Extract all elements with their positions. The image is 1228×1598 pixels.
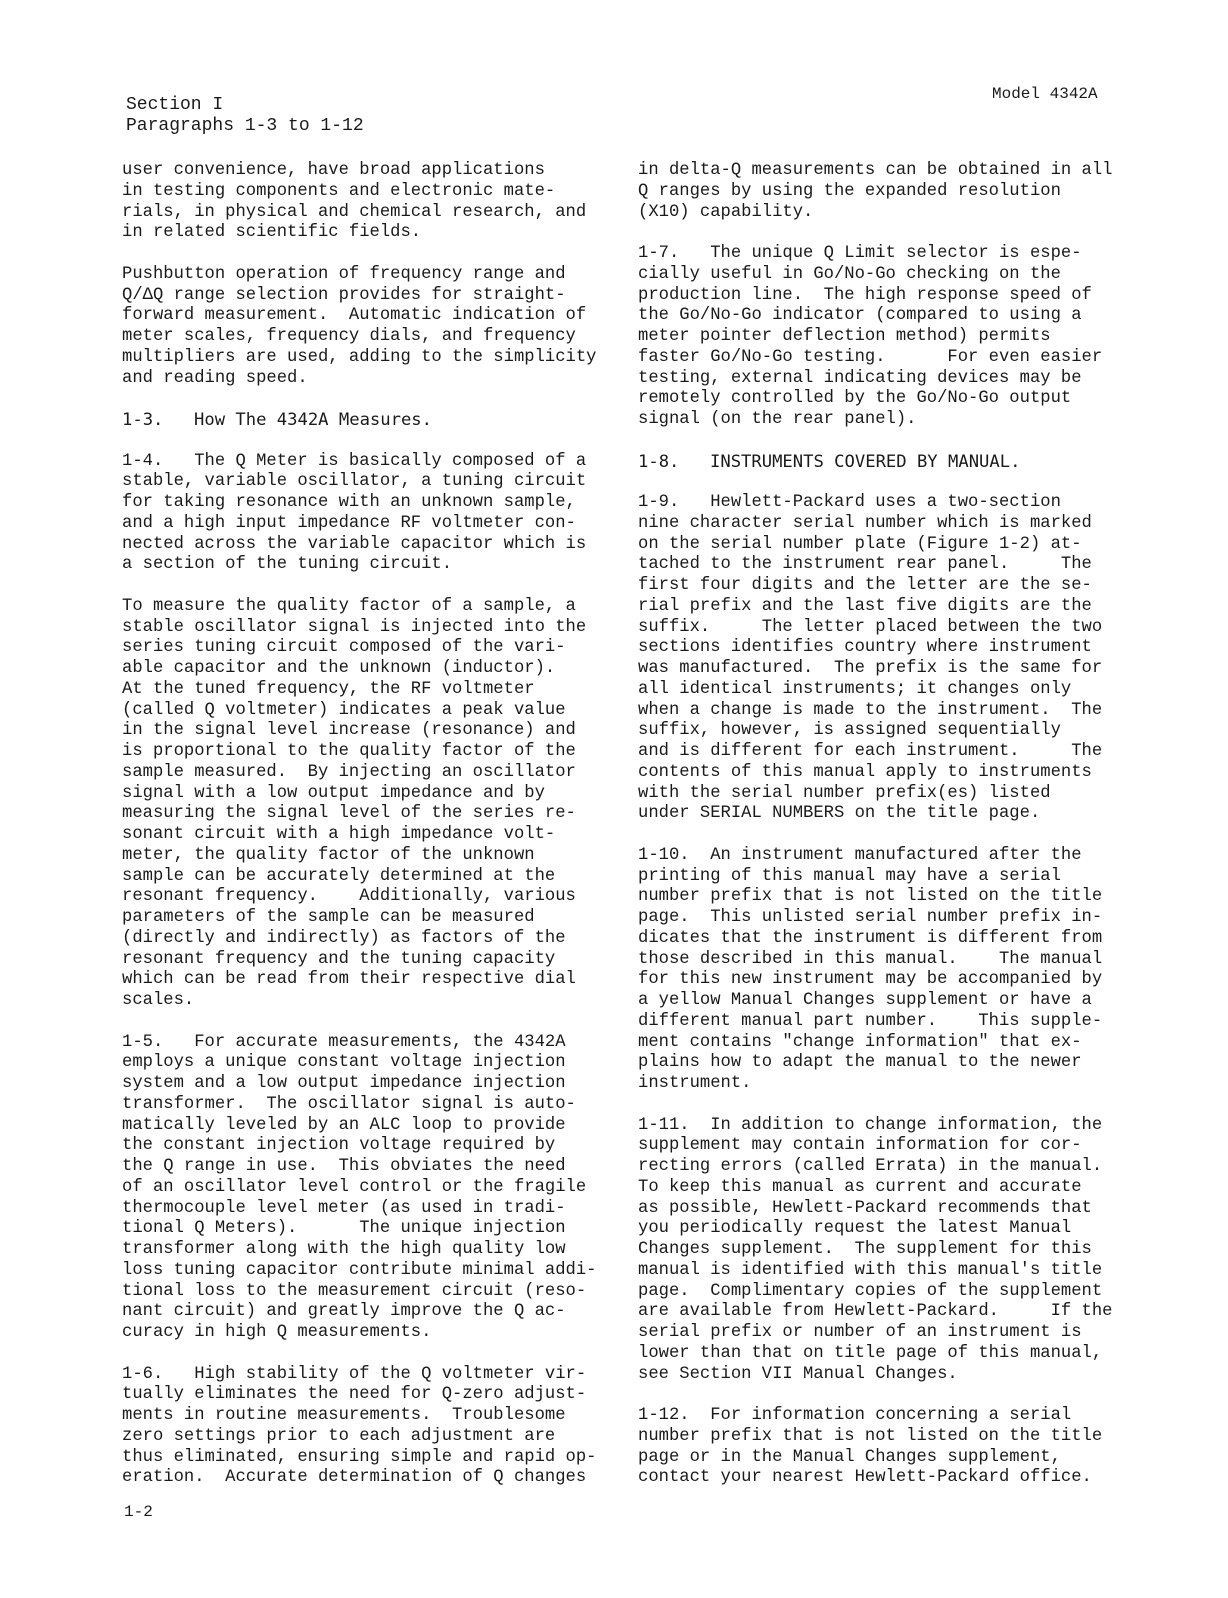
text-line: 1-10. An instrument manufactured after the: [638, 845, 1082, 865]
section-heading: [122, 410, 612, 431]
text-line: sonant circuit with a high impedance volt-: [122, 825, 556, 844]
text-line: first four digits and the letter are the se-: [638, 576, 1092, 595]
text-line: of an oscillator level control or the fragile: [122, 1177, 587, 1197]
text-line: forward measurement. Automatic indication of: [122, 306, 587, 326]
section-label: Section I: [126, 95, 224, 115]
text-line: Changes supplement. The supplement for this: [638, 1240, 1092, 1259]
text-line: (X10) capability.: [638, 202, 814, 222]
text-line: sections identifies country where instrument: [638, 638, 1092, 658]
text-line: 1-7. The unique Q Limit selector is espe-: [638, 244, 1082, 263]
heading-number: 1-3.: [122, 410, 164, 430]
text-line: and a high input impedance RF voltmeter con-: [122, 513, 576, 533]
text-line: when a change is made to the instrument. The: [638, 700, 1103, 720]
paragraphs-label: Paragraphs 1-3 to 1-12: [126, 116, 364, 136]
text-line: suffix. The letter placed between the two: [638, 617, 1103, 637]
text-line: transformer along with the high quality low: [122, 1240, 566, 1259]
text-line: loss tuning capacitor contribute minimal addi-: [122, 1260, 597, 1280]
text-line: suffix, however, is assigned sequentially: [638, 721, 1061, 741]
text-line: 1-4. The Q Meter is basically composed of a: [122, 451, 587, 471]
text-line: sample measured. By injecting an oscillator: [122, 762, 576, 782]
text-line: stable, variable oscillator, a tuning circuit: [122, 472, 587, 492]
right-column: [638, 161, 1128, 1510]
text-line: page. This unlisted serial number prefix in-: [638, 908, 1103, 927]
text-line: is proportional to the quality factor of the: [122, 742, 576, 761]
text-line: able capacitor and the unknown (inductor).: [122, 659, 556, 678]
text-line: thermocouple level meter (as used in tradi-: [122, 1198, 566, 1218]
text-line: ments in routine measurements. Troublesome: [122, 1406, 566, 1425]
text-line: in delta-Q measurements can be obtained in all: [638, 161, 1113, 180]
text-line: rial prefix and the last five digits are the: [638, 596, 1092, 616]
text-line: those described in this manual. The manual: [638, 949, 1103, 969]
text-line: cially useful in Go/No-Go checking on the: [638, 264, 1061, 284]
text-line: nected across the variable capacitor which is: [122, 534, 587, 554]
text-line: 1-6. High stability of the Q voltmeter vir-: [122, 1364, 587, 1384]
paragraph: [638, 1406, 1128, 1489]
text-line: Q ranges by using the expanded resolution: [638, 181, 1061, 201]
text-line: employs a unique constant voltage injection: [122, 1053, 566, 1073]
text-line: plains how to adapt the manual to the newer: [638, 1053, 1082, 1073]
text-line: in related scientific fields.: [122, 223, 422, 243]
text-line: with the serial number prefix(es) listed: [638, 783, 1051, 803]
text-line: 1-12. For information concerning a serial: [638, 1406, 1072, 1425]
text-line: are available from Hewlett-Packard. If the: [638, 1302, 1113, 1322]
paragraph: [122, 161, 612, 244]
text-line: 1-5. For accurate measurements, the 4342A: [122, 1032, 566, 1052]
text-line: To measure the quality factor of a sample, a: [122, 596, 576, 616]
text-line: contents of this manual apply to instruments: [638, 762, 1092, 782]
text-line: in testing components and electronic mate-: [122, 181, 556, 201]
text-line: stable oscillator signal is injected into the: [122, 617, 587, 637]
text-line: rials, in physical and chemical research, and: [122, 202, 587, 222]
text-line: as possible, Hewlett-Packard recommends that: [638, 1198, 1092, 1218]
text-line: dicates that the instrument is different from: [638, 928, 1103, 948]
text-line: transformer. The oscillator signal is auto-: [122, 1094, 576, 1114]
text-line: multipliers are used, adding to the simplicity: [122, 347, 597, 367]
text-line: meter pointer deflection method) permits: [638, 327, 1051, 346]
text-line: series tuning circuit composed of the vari-: [122, 638, 566, 658]
text-line: production line. The high response speed of: [638, 285, 1092, 305]
text-line: (called Q voltmeter) indicates a peak value: [122, 700, 566, 720]
text-line: manual is identified with this manual's title: [638, 1260, 1103, 1280]
text-line: number prefix that is not listed on the title: [638, 887, 1103, 907]
paragraph: [122, 597, 612, 1012]
text-line: in the signal level increase (resonance) and: [122, 721, 576, 741]
text-line: eration. Accurate determination of Q changes: [122, 1468, 587, 1488]
paragraph: [638, 244, 1128, 431]
text-line: the Q range in use. This obviates the need: [122, 1157, 566, 1176]
text-line: recting errors (called Errata) in the manual.: [638, 1157, 1103, 1176]
text-line: measuring the signal level of the series re-: [122, 804, 576, 824]
section-heading: [638, 452, 1128, 473]
paragraph: [122, 452, 612, 577]
text-line: scales.: [122, 991, 195, 1010]
text-line: testing, external indicating devices may be: [638, 368, 1082, 388]
text-line: under SERIAL NUMBERS on the title page.: [638, 804, 1041, 824]
paragraph: [122, 1365, 612, 1490]
text-line: page or in the Manual Changes supplement,: [638, 1447, 1061, 1467]
text-line: thus eliminated, ensuring simple and rapid op-: [122, 1447, 597, 1467]
paragraph: [638, 161, 1128, 223]
text-line: and reading speed.: [122, 368, 308, 388]
text-line: user convenience, have broad applications: [122, 161, 545, 180]
heading-title: INSTRUMENTS COVERED BY MANUAL.: [710, 451, 1021, 472]
text-line: on the serial number plate (Figure 1-2) at-: [638, 534, 1082, 554]
paragraph: [122, 265, 612, 390]
text-line: for taking resonance with an unknown sample,: [122, 493, 576, 512]
text-line: remotely controlled by the Go/No-Go output: [638, 389, 1072, 409]
text-line: which can be read from their respective dial: [122, 970, 576, 990]
text-line: all identical instruments; it changes only: [638, 679, 1072, 699]
left-column: [122, 161, 612, 1510]
text-line: and is different for each instrument. The: [638, 742, 1103, 761]
text-line: resonant frequency. Additionally, various: [122, 887, 576, 907]
heading-number: 1-8.: [638, 451, 680, 472]
text-line: the Go/No-Go indicator (compared to using a: [638, 306, 1082, 326]
text-line: a section of the tuning circuit.: [122, 555, 453, 575]
text-line: serial prefix or number of an instrument is: [638, 1323, 1082, 1342]
text-line: contact your nearest Hewlett-Packard office.: [638, 1468, 1092, 1488]
text-line: ment contains "change information" that ex-: [638, 1032, 1082, 1052]
text-line: number prefix that is not listed on the title: [638, 1426, 1103, 1446]
text-line: signal (on the rear panel).: [638, 410, 917, 429]
text-line: parameters of the sample can be measured: [122, 908, 535, 927]
text-line: 1-11. In addition to change information, the: [638, 1115, 1103, 1135]
text-line: Q/ΔQ range selection provides for straight-: [122, 285, 566, 305]
paragraph: [638, 846, 1128, 1095]
text-line: 1-9. Hewlett-Packard uses a two-section: [638, 493, 1061, 512]
text-line: Pushbutton operation of frequency range and: [122, 264, 566, 284]
paragraph: [638, 493, 1128, 825]
text-line: matically leveled by an ALC loop to provide: [122, 1115, 566, 1135]
text-line: tional Q Meters). The unique injection: [122, 1219, 566, 1239]
text-line: printing of this manual may have a serial: [638, 866, 1061, 886]
text-line: tually eliminates the need for Q-zero adjust-: [122, 1385, 587, 1405]
heading-title: How The 4342A Measures.: [194, 410, 432, 430]
paragraph: [122, 1033, 612, 1344]
text-line: sample can be accurately determined at the: [122, 866, 556, 886]
text-line: for this new instrument may be accompanied by: [638, 970, 1103, 990]
text-line: supplement may contain information for cor-: [638, 1136, 1082, 1156]
text-line: a yellow Manual Changes supplement or have a: [638, 991, 1092, 1010]
text-line: lower than that on title page of this manual,: [638, 1343, 1103, 1363]
text-line: you periodically request the latest Manual: [638, 1219, 1072, 1239]
text-line: signal with a low output impedance and by: [122, 783, 545, 803]
text-line: (directly and indirectly) as factors of the: [122, 928, 566, 948]
text-line: curacy in high Q measurements.: [122, 1323, 432, 1342]
text-line: resonant frequency and the tuning capacity: [122, 949, 556, 969]
model-label: Model 4342A: [992, 85, 1098, 103]
text-line: meter scales, frequency dials, and frequency: [122, 327, 576, 346]
paragraph: [638, 1116, 1128, 1386]
text-line: tached to the instrument rear panel. The: [638, 555, 1092, 575]
text-line: nant circuit) and greatly improve the Q ac-: [122, 1302, 566, 1322]
text-line: meter, the quality factor of the unknown: [122, 845, 535, 865]
text-line: was manufactured. The prefix is the same for: [638, 659, 1103, 678]
text-line: system and a low output impedance injection: [122, 1074, 566, 1093]
text-line: faster Go/No-Go testing. For even easier: [638, 347, 1103, 367]
text-line: page. Complimentary copies of the supplement: [638, 1281, 1103, 1301]
text-line: instrument.: [638, 1074, 752, 1093]
text-line: the constant injection voltage required by: [122, 1136, 556, 1156]
text-line: different manual part number. This supple-: [638, 1011, 1103, 1031]
text-line: zero settings prior to each adjustment are: [122, 1426, 556, 1446]
text-line: tional loss to the measurement circuit (reso-: [122, 1281, 587, 1301]
page-number: 1-2: [124, 1503, 153, 1521]
text-line: nine character serial number which is marked: [638, 513, 1092, 533]
text-line: see Section VII Manual Changes.: [638, 1364, 958, 1384]
text-line: To keep this manual as current and accurate: [638, 1177, 1082, 1197]
text-line: At the tuned frequency, the RF voltmeter: [122, 679, 535, 699]
